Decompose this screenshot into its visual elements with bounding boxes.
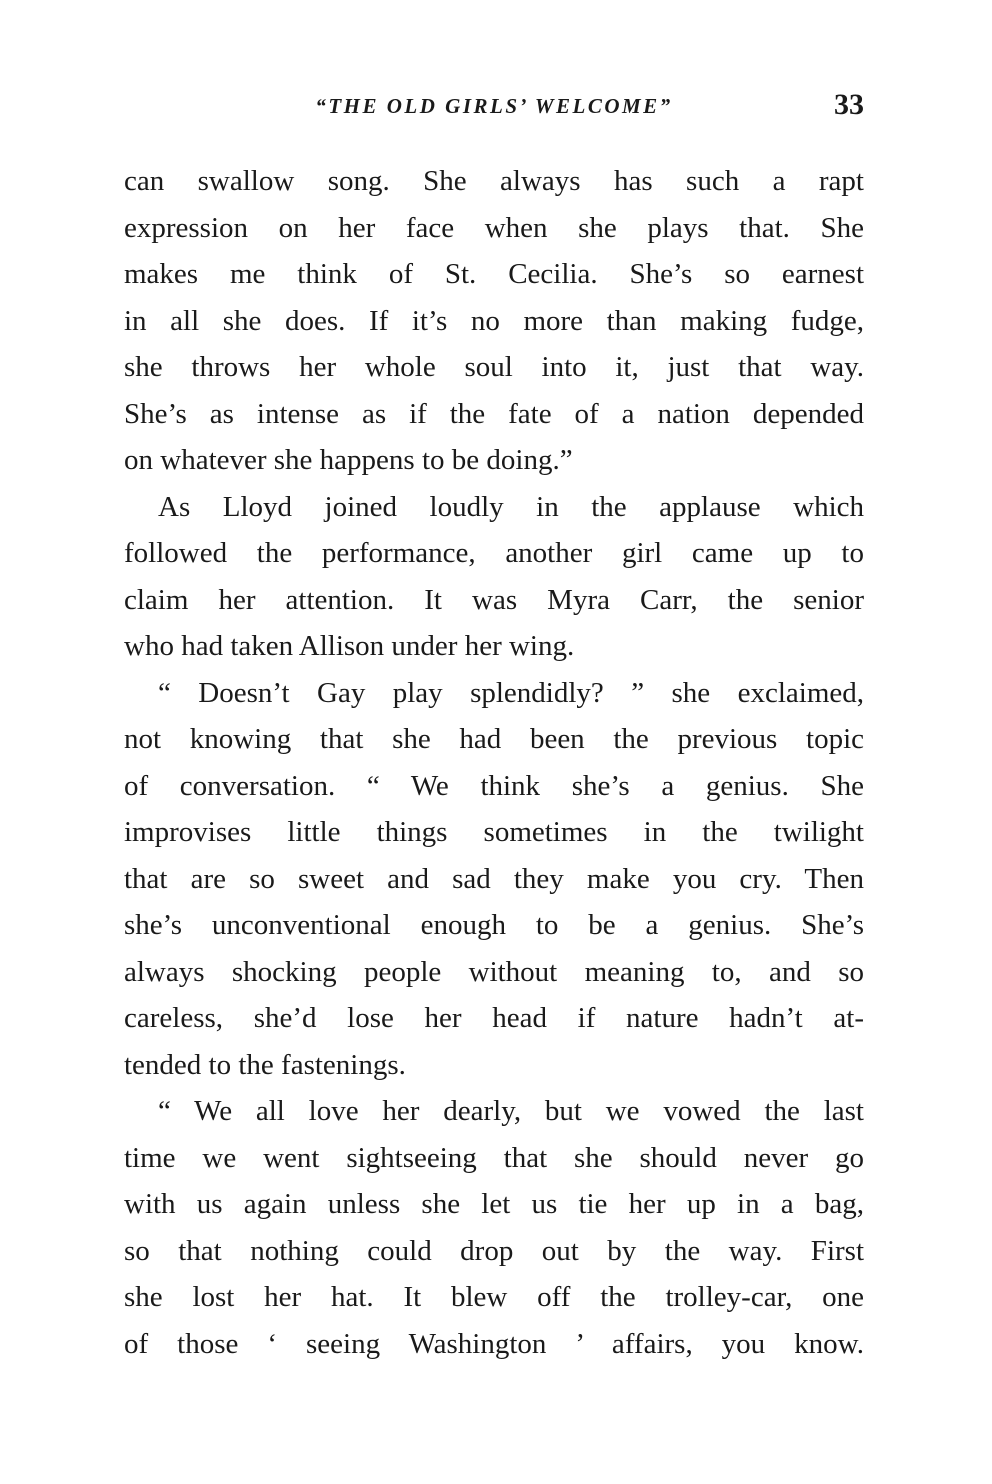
text-line: time we went sightseeing that she should never go	[124, 1141, 864, 1174]
text-line: that are so sweet and sad they make you cry. Then	[124, 862, 864, 895]
text-line: so that nothing could drop out by the way. First	[124, 1234, 864, 1267]
page-header	[124, 88, 864, 128]
text-line: who had taken Allison under her wing.	[124, 630, 575, 662]
text-line: makes me think of St. Cecilia. She’s so earnest	[124, 258, 864, 290]
text-line: careless, she’d lose her head if nature hadn’t at-	[124, 1002, 864, 1034]
text-line: “ We all love her dearly, but we vowed the last	[158, 1095, 864, 1127]
paragraph	[124, 1088, 864, 1367]
text-line: As Lloyd joined loudly in the applause which	[158, 490, 864, 523]
text-line: followed the performance, another girl came up to	[124, 537, 864, 569]
text-line: not knowing that she had been the previous topic	[124, 723, 864, 755]
text-line: of conversation. “ We think she’s a genius. She	[124, 769, 864, 802]
text-line: she’s unconventional enough to be a genius. She’s	[124, 909, 864, 941]
page-number: 33	[834, 88, 864, 121]
text-line: on whatever she happens to be doing.”	[124, 444, 573, 476]
paragraph	[124, 670, 864, 1089]
text-line: in all she does. If it’s no more than making fudge,	[124, 304, 864, 337]
text-line: She’s as intense as if the fate of a nation depended	[124, 397, 864, 430]
text-line: of those ‘ seeing Washington ’ affairs, you know.	[124, 1327, 864, 1360]
paragraph	[124, 158, 864, 484]
text-line: tended to the fastenings.	[124, 1048, 406, 1081]
text-line: claim her attention. It was Myra Carr, the senior	[124, 583, 864, 616]
paragraph	[124, 484, 864, 670]
text-line: improvises little things sometimes in the twilight	[124, 816, 864, 848]
text-line: always shocking people without meaning to, and so	[124, 955, 864, 988]
text-line: “ Doesn’t Gay play splendidly? ” she exclaimed,	[158, 676, 864, 709]
text-line: can swallow song. She always has such a rapt	[124, 165, 864, 197]
text-line: expression on her face when she plays that. She	[124, 211, 864, 244]
text-line: she lost her hat. It blew off the trolley-car, one	[124, 1281, 864, 1313]
text-line: she throws her whole soul into it, just that way.	[124, 351, 864, 383]
running-head: “THE OLD GIRLS’ WELCOME”	[315, 94, 673, 118]
body-text	[124, 158, 864, 1367]
text-line: with us again unless she let us tie her up in a bag,	[124, 1188, 864, 1220]
